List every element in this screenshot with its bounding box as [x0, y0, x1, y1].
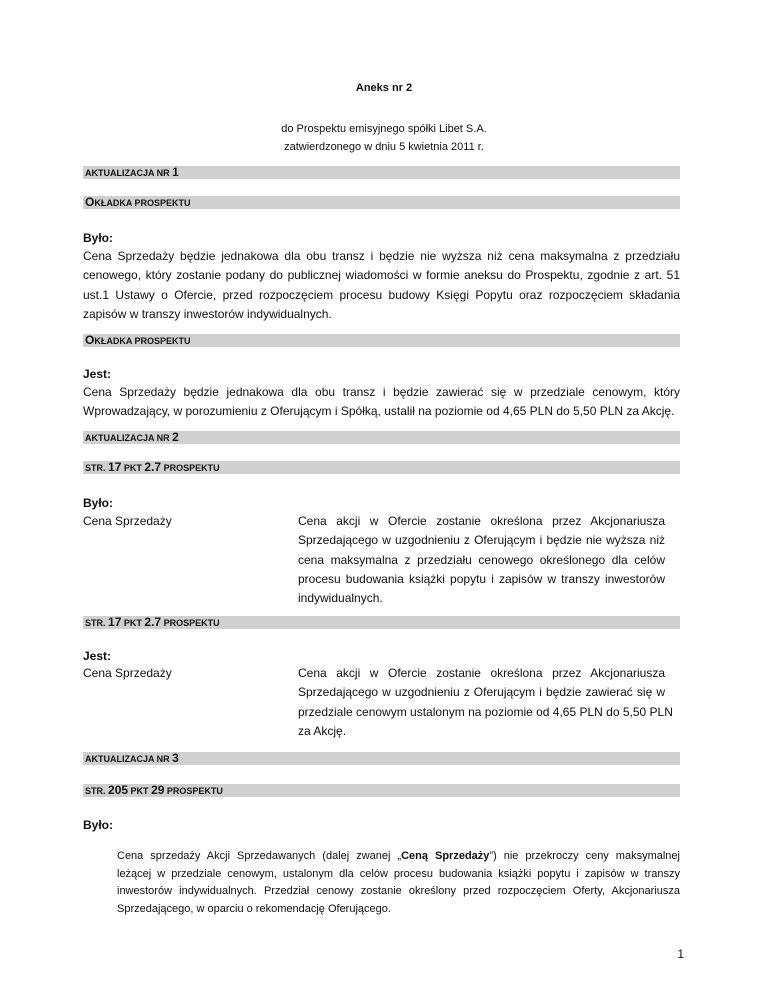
section-bar-aktualizacja-1	[83, 166, 680, 179]
section-bar-okladka-1	[83, 196, 680, 209]
document-title: Aneks nr 2	[355, 82, 413, 94]
bylo-label: Było:	[83, 231, 113, 245]
bylo-paragraph-1	[83, 247, 680, 324]
jest-definition-2	[298, 664, 673, 741]
bar-number: 2	[172, 430, 179, 444]
paragraph-line: inwestorów indywidualnych. Przedział cenowy zostanie określony przed rozpoczęciem Oferty, Akcjonariusza	[117, 885, 680, 897]
paragraph-line: Sprzedającego w uzgodnieniu z Oferującym i będzie zawierać się w	[298, 685, 665, 700]
section-bar-str-205	[83, 784, 680, 797]
paragraph-line: Wprowadzający, w porozumieniu z Oferującym i Spółką, ustalił na poziomie od 4,65 PLN do 5,50 PLN za Akcję.	[83, 404, 675, 419]
paragraph-line: Sprzedającego w uzgodnieniu z Oferującym i będzie nie wyższa niż	[298, 533, 665, 548]
bar-number: 29	[151, 783, 165, 797]
bar-number: 2.7	[144, 615, 162, 629]
paragraph-line: indywidualnych.	[298, 591, 383, 606]
bar-text: AKTUALIZACJA NR	[85, 754, 173, 764]
bar-text: PKT	[121, 463, 145, 473]
paragraph-line: leżącej w przedziale cenowym, ustalonym dla celów procesu budowania książki popytu i zapisów w transzy	[117, 867, 680, 880]
paragraph-line: zapisów w transzy inwestorów indywidualnych.	[83, 306, 332, 321]
bylo-paragraph-3	[117, 848, 680, 918]
defined-term: Ceną Sprzedaży	[401, 850, 490, 862]
bar-number: 205	[108, 783, 129, 797]
bar-text: PKT	[121, 618, 145, 628]
bar-text: AKTUALIZACJA NR	[85, 168, 173, 178]
paragraph-line	[117, 848, 680, 866]
paragraph-line: za Akcję.	[298, 723, 347, 738]
paragraph-line: cena maksymalna z przedziału cenowego określonego dla celów	[298, 552, 665, 567]
page-number: 1	[677, 947, 684, 961]
paragraph-line: Sprzedającego, w oparciu o rekomendację Oferującego.	[117, 902, 391, 915]
section-bar-str-17-b	[83, 616, 680, 629]
paragraph-line: ust.1 Ustawy o Ofercie, przed rozpoczęciem procesu budowy Księgi Popytu oraz rozpoczęciem składania	[83, 287, 680, 302]
bar-number: 17	[108, 615, 122, 629]
bylo-definition-2	[298, 512, 665, 608]
bar-text: KŁADKA PROSPEKTU	[94, 336, 191, 346]
bar-initial: O	[85, 195, 95, 209]
section-bar-aktualizacja-2	[83, 431, 680, 444]
bylo-label: Było:	[83, 496, 113, 510]
paragraph-line: procesu budowania książki popytu i zapisów w transzy inwestorów	[298, 571, 665, 586]
section-bar-aktualizacja-3	[83, 752, 680, 765]
jest-label: Jest:	[83, 367, 112, 381]
jest-paragraph-1	[83, 383, 680, 422]
bar-text: PKT	[128, 786, 152, 796]
section-bar-str-17-a	[83, 461, 680, 474]
text-segment: ”) nie przekroczy ceny maksymalnej	[489, 850, 680, 862]
bar-initial: O	[85, 333, 95, 347]
bar-number: 2.7	[144, 460, 162, 474]
jest-label: Jest:	[83, 649, 112, 663]
section-bar-okladka-2	[83, 334, 680, 347]
term-cena-sprzedazy: Cena Sprzedaży	[83, 514, 172, 528]
paragraph-line: Cena Sprzedaży będzie jednakowa dla obu transz i będzie nie wyższa niż cena maksymalna z przedziału	[83, 249, 680, 263]
paragraph-line: przedziale cenowym ustalonym na poziomie od 4,65 PLN do 5,50 PLN	[298, 704, 673, 719]
document-subtitle-line1: do Prospektu emisyjnego spółki Libet S.A.	[281, 123, 487, 135]
document-subtitle-line2: zatwierdzonego w dniu 5 kwietnia 2011 r.	[284, 141, 484, 153]
text-segment: Cena sprzedaży Akcji Sprzedawanych (dalej zwanej „	[117, 850, 402, 862]
bar-number: 3	[172, 751, 179, 765]
bylo-label: Było:	[83, 818, 113, 832]
bar-text: PROSPEKTU	[164, 786, 223, 796]
bar-text: KŁADKA PROSPEKTU	[94, 198, 191, 208]
term-cena-sprzedazy: Cena Sprzedaży	[83, 666, 172, 680]
bar-text: STR.	[85, 463, 109, 473]
bar-number: 1	[172, 165, 179, 179]
bar-text: STR.	[85, 786, 109, 796]
paragraph-line: cenowego, który zostanie podany do publicznej wiadomości w formie aneksu do Prospektu, zgodnie z art. 51	[83, 268, 680, 283]
paragraph-line: Cena akcji w Ofercie zostanie określona przez Akcjonariusza	[298, 514, 665, 528]
bar-text: AKTUALIZACJA NR	[85, 433, 173, 443]
bar-text: PROSPEKTU	[161, 618, 220, 628]
bar-text: PROSPEKTU	[161, 463, 220, 473]
paragraph-line: Cena Sprzedaży będzie jednakowa dla obu transz i będzie zawierać się w przedziale cenowym, który	[83, 385, 680, 399]
paragraph-line: Cena akcji w Ofercie zostanie określona przez Akcjonariusza	[298, 666, 665, 680]
bar-text: STR.	[85, 618, 109, 628]
bar-number: 17	[108, 460, 122, 474]
